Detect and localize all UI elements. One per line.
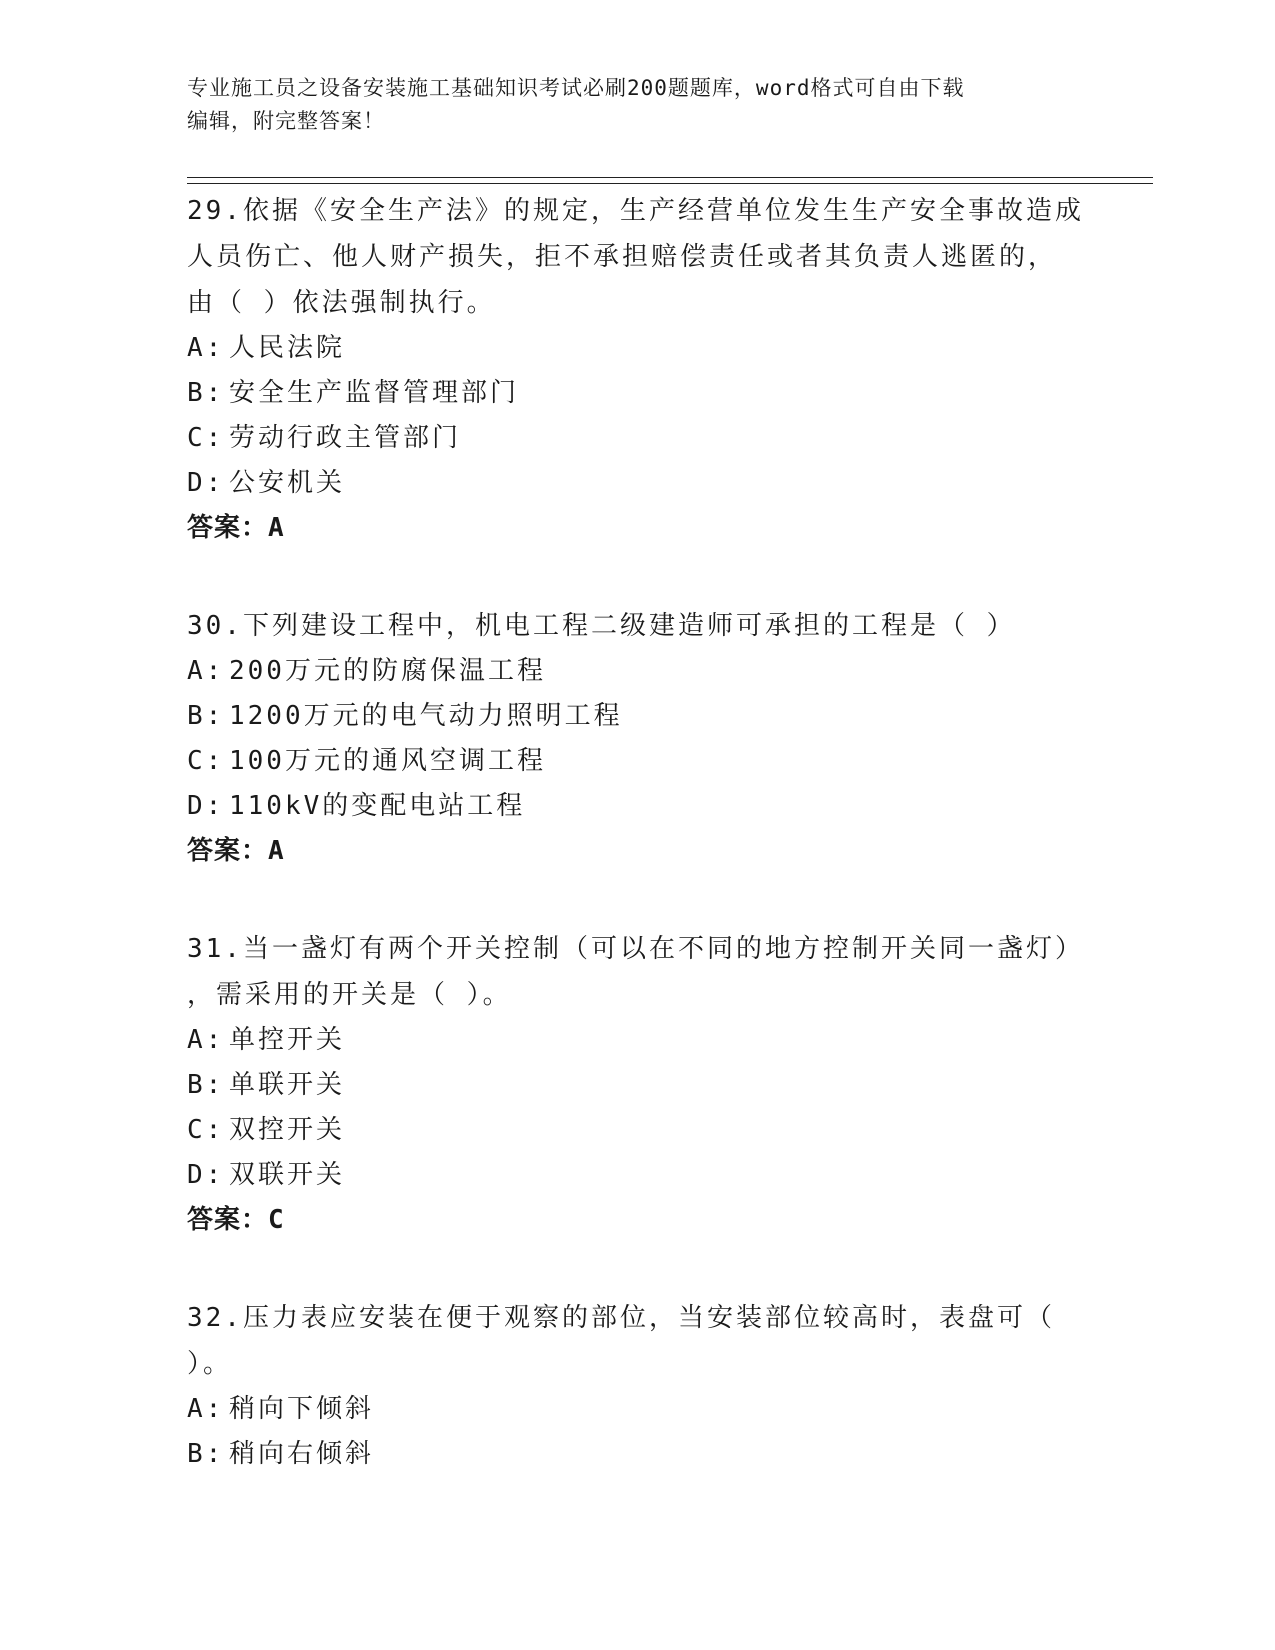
option-key: D:	[187, 1160, 225, 1190]
answer-line	[187, 829, 1087, 874]
header-line-1: 专业施工员之设备安装施工基础知识考试必刷200题题库，word格式可自由下载	[187, 76, 965, 100]
option-key: A:	[187, 1025, 225, 1055]
option-key: A:	[187, 1394, 225, 1424]
option-text: 安全生产监督管理部门	[229, 378, 520, 408]
question-text: 人员伤亡、他人财产损失，拒不承担赔偿责任或者其负责人逃匿的，	[187, 242, 1058, 272]
option-key: A:	[187, 333, 225, 363]
answer-option	[187, 371, 1087, 416]
answer-value: A	[268, 513, 285, 543]
question-block	[187, 926, 1087, 1243]
option-text: 双控开关	[229, 1115, 346, 1145]
option-text: 单控开关	[229, 1025, 346, 1055]
answer-option	[187, 739, 1087, 784]
option-key: C:	[187, 423, 225, 453]
question-text: 30.下列建设工程中，机电工程二级建造师可承担的工程是（ ）	[187, 611, 1016, 641]
option-key: C:	[187, 746, 225, 776]
answer-option	[187, 1387, 1087, 1432]
answer-option	[187, 694, 1087, 739]
question-text: ，需采用的开关是（ ）。	[187, 980, 512, 1010]
option-key: B:	[187, 1439, 225, 1469]
option-text: 100万元的通风空调工程	[229, 746, 546, 776]
option-text: 公安机关	[229, 468, 346, 498]
header-divider-top	[187, 177, 1153, 178]
answer-label: 答案：	[187, 1205, 269, 1235]
question-block	[187, 188, 1087, 551]
answer-option	[187, 1063, 1087, 1108]
answer-option	[187, 461, 1087, 506]
header-line-2: 编辑，附完整答案！	[187, 109, 385, 133]
question-block	[187, 1295, 1087, 1477]
option-text: 稍向下倾斜	[229, 1394, 375, 1424]
option-text: 1200万元的电气动力照明工程	[229, 701, 623, 731]
option-text: 人民法院	[229, 333, 346, 363]
answer-value: C	[268, 1205, 285, 1235]
option-text: 双联开关	[229, 1160, 346, 1190]
answer-label: 答案：	[187, 513, 269, 543]
answer-option	[187, 649, 1087, 694]
answer-option	[187, 784, 1087, 829]
answer-option	[187, 1153, 1087, 1198]
option-text: 劳动行政主管部门	[229, 423, 462, 453]
option-key: D:	[187, 791, 225, 821]
option-text: 稍向右倾斜	[229, 1439, 375, 1469]
question-text: 31.当一盏灯有两个开关控制（可以在不同的地方控制开关同一盏灯）	[187, 934, 1084, 964]
answer-label: 答案：	[187, 836, 269, 866]
option-key: B:	[187, 701, 225, 731]
question-text: 由（ ）依法强制执行。	[187, 288, 496, 318]
answer-line	[187, 506, 1087, 551]
header-divider-bottom	[187, 183, 1153, 184]
option-text: 单联开关	[229, 1070, 346, 1100]
answer-option	[187, 326, 1087, 371]
answer-option	[187, 1432, 1087, 1477]
answer-option	[187, 1108, 1087, 1153]
question-block	[187, 603, 1087, 874]
question-text: 29.依据《安全生产法》的规定，生产经营单位发生生产安全事故造成	[187, 196, 1084, 226]
option-key: A:	[187, 656, 225, 686]
document-header	[187, 72, 1067, 138]
option-text: 200万元的防腐保温工程	[229, 656, 546, 686]
question-text: ）。	[187, 1349, 233, 1379]
answer-option	[187, 416, 1087, 461]
question-text: 32.压力表应安装在便于观察的部位，当安装部位较高时，表盘可（	[187, 1303, 1055, 1333]
answer-option	[187, 1018, 1087, 1063]
answer-value: A	[268, 836, 285, 866]
answer-line	[187, 1198, 1087, 1243]
option-key: C:	[187, 1115, 225, 1145]
question-list	[187, 188, 1087, 1529]
option-key: D:	[187, 468, 225, 498]
option-key: B:	[187, 378, 225, 408]
option-key: B:	[187, 1070, 225, 1100]
option-text: 110kV的变配电站工程	[229, 791, 526, 821]
